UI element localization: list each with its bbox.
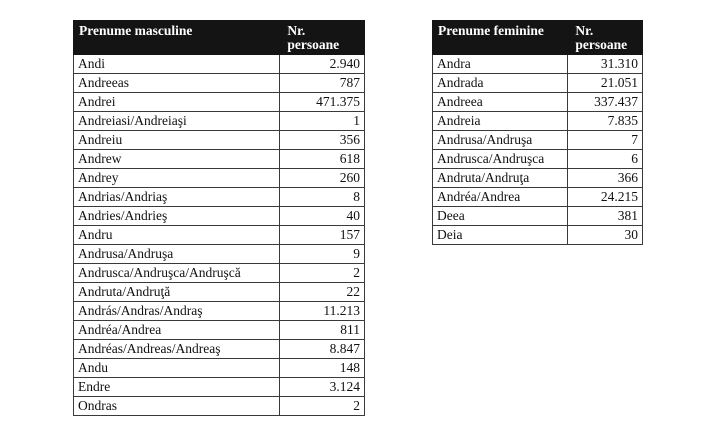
table-row — [74, 112, 365, 131]
count-cell: 7.835 — [568, 112, 643, 131]
table-row — [74, 397, 365, 416]
table-row — [433, 112, 643, 131]
name-cell: András/Andras/Andraş — [74, 302, 280, 321]
table-row — [433, 226, 643, 245]
header-count — [280, 21, 365, 55]
name-cell: Andreea — [433, 93, 568, 112]
count-cell: 471.375 — [280, 93, 365, 112]
table-row — [433, 74, 643, 93]
name-cell: Deea — [433, 207, 568, 226]
header-count-line2: persoane — [575, 36, 628, 52]
table-row — [74, 340, 365, 359]
table-row — [433, 207, 643, 226]
count-cell: 40 — [280, 207, 365, 226]
table-row — [74, 378, 365, 397]
table-row — [433, 188, 643, 207]
name-cell: Andries/Andrieş — [74, 207, 280, 226]
count-cell: 1 — [280, 112, 365, 131]
count-cell: 2 — [280, 264, 365, 283]
name-cell: Andrusca/Andruşca — [433, 150, 568, 169]
count-cell: 6 — [568, 150, 643, 169]
name-cell: Andra — [433, 55, 568, 74]
name-cell: Deia — [433, 226, 568, 245]
table-row — [74, 131, 365, 150]
table-row — [433, 131, 643, 150]
table-row — [74, 188, 365, 207]
female-names-table — [432, 20, 643, 245]
count-cell: 9 — [280, 245, 365, 264]
male-names-table — [73, 20, 365, 416]
header-name-label: Prenume feminine — [438, 23, 544, 38]
table-row — [74, 302, 365, 321]
count-cell: 7 — [568, 131, 643, 150]
count-cell: 811 — [280, 321, 365, 340]
count-cell: 787 — [280, 74, 365, 93]
name-cell: Andreiu — [74, 131, 280, 150]
count-cell: 30 — [568, 226, 643, 245]
name-cell: Andrusa/Andruşa — [74, 245, 280, 264]
table-row — [74, 226, 365, 245]
name-cell: Endre — [74, 378, 280, 397]
count-cell: 8 — [280, 188, 365, 207]
count-cell: 366 — [568, 169, 643, 188]
table-row — [433, 150, 643, 169]
table-row — [74, 150, 365, 169]
count-cell: 148 — [280, 359, 365, 378]
table-header-row — [74, 21, 365, 55]
name-cell: Andreiasi/Andreiaşi — [74, 112, 280, 131]
count-cell: 3.124 — [280, 378, 365, 397]
name-cell: Andreia — [433, 112, 568, 131]
count-cell: 22 — [280, 283, 365, 302]
count-cell: 31.310 — [568, 55, 643, 74]
header-name-label: Prenume masculine — [79, 23, 193, 38]
table-row — [74, 264, 365, 283]
name-cell: Andu — [74, 359, 280, 378]
header-count-line1: Nr. — [287, 23, 306, 38]
name-cell: Andru — [74, 226, 280, 245]
name-cell: Andruta/Andruţa — [433, 169, 568, 188]
name-cell: Andrusa/Andruşa — [433, 131, 568, 150]
count-cell: 337.437 — [568, 93, 643, 112]
count-cell: 8.847 — [280, 340, 365, 359]
count-cell: 260 — [280, 169, 365, 188]
header-count-line1: Nr. — [575, 23, 594, 38]
table-row — [74, 245, 365, 264]
table-row — [74, 93, 365, 112]
table-row — [433, 169, 643, 188]
header-count — [568, 21, 643, 55]
table-row — [74, 283, 365, 302]
header-name — [433, 21, 568, 55]
header-count-line2: persoane — [287, 36, 340, 52]
table-row — [74, 74, 365, 93]
name-cell: Andréa/Andrea — [74, 321, 280, 340]
count-cell: 21.051 — [568, 74, 643, 93]
name-cell: Andréas/Andreas/Andreaş — [74, 340, 280, 359]
name-cell: Ondras — [74, 397, 280, 416]
table-header-row — [433, 21, 643, 55]
table-row — [74, 169, 365, 188]
count-cell: 618 — [280, 150, 365, 169]
count-cell: 11.213 — [280, 302, 365, 321]
count-cell: 2.940 — [280, 55, 365, 74]
name-cell: Andi — [74, 55, 280, 74]
table-row — [74, 55, 365, 74]
table-row — [433, 55, 643, 74]
table-row — [433, 93, 643, 112]
count-cell: 381 — [568, 207, 643, 226]
count-cell: 356 — [280, 131, 365, 150]
name-cell: Andreeas — [74, 74, 280, 93]
name-cell: Andrada — [433, 74, 568, 93]
name-cell: Andrew — [74, 150, 280, 169]
table-row — [74, 321, 365, 340]
table-row — [74, 207, 365, 226]
count-cell: 24.215 — [568, 188, 643, 207]
count-cell: 2 — [280, 397, 365, 416]
name-cell: Andrey — [74, 169, 280, 188]
name-cell: Andrusca/Andruşca/Andruşcă — [74, 264, 280, 283]
count-cell: 157 — [280, 226, 365, 245]
name-cell: Andruta/Andruţă — [74, 283, 280, 302]
table-row — [74, 359, 365, 378]
name-cell: Andrei — [74, 93, 280, 112]
name-cell: Andréa/Andrea — [433, 188, 568, 207]
name-cell: Andrias/Andriaş — [74, 188, 280, 207]
header-name — [74, 21, 280, 55]
